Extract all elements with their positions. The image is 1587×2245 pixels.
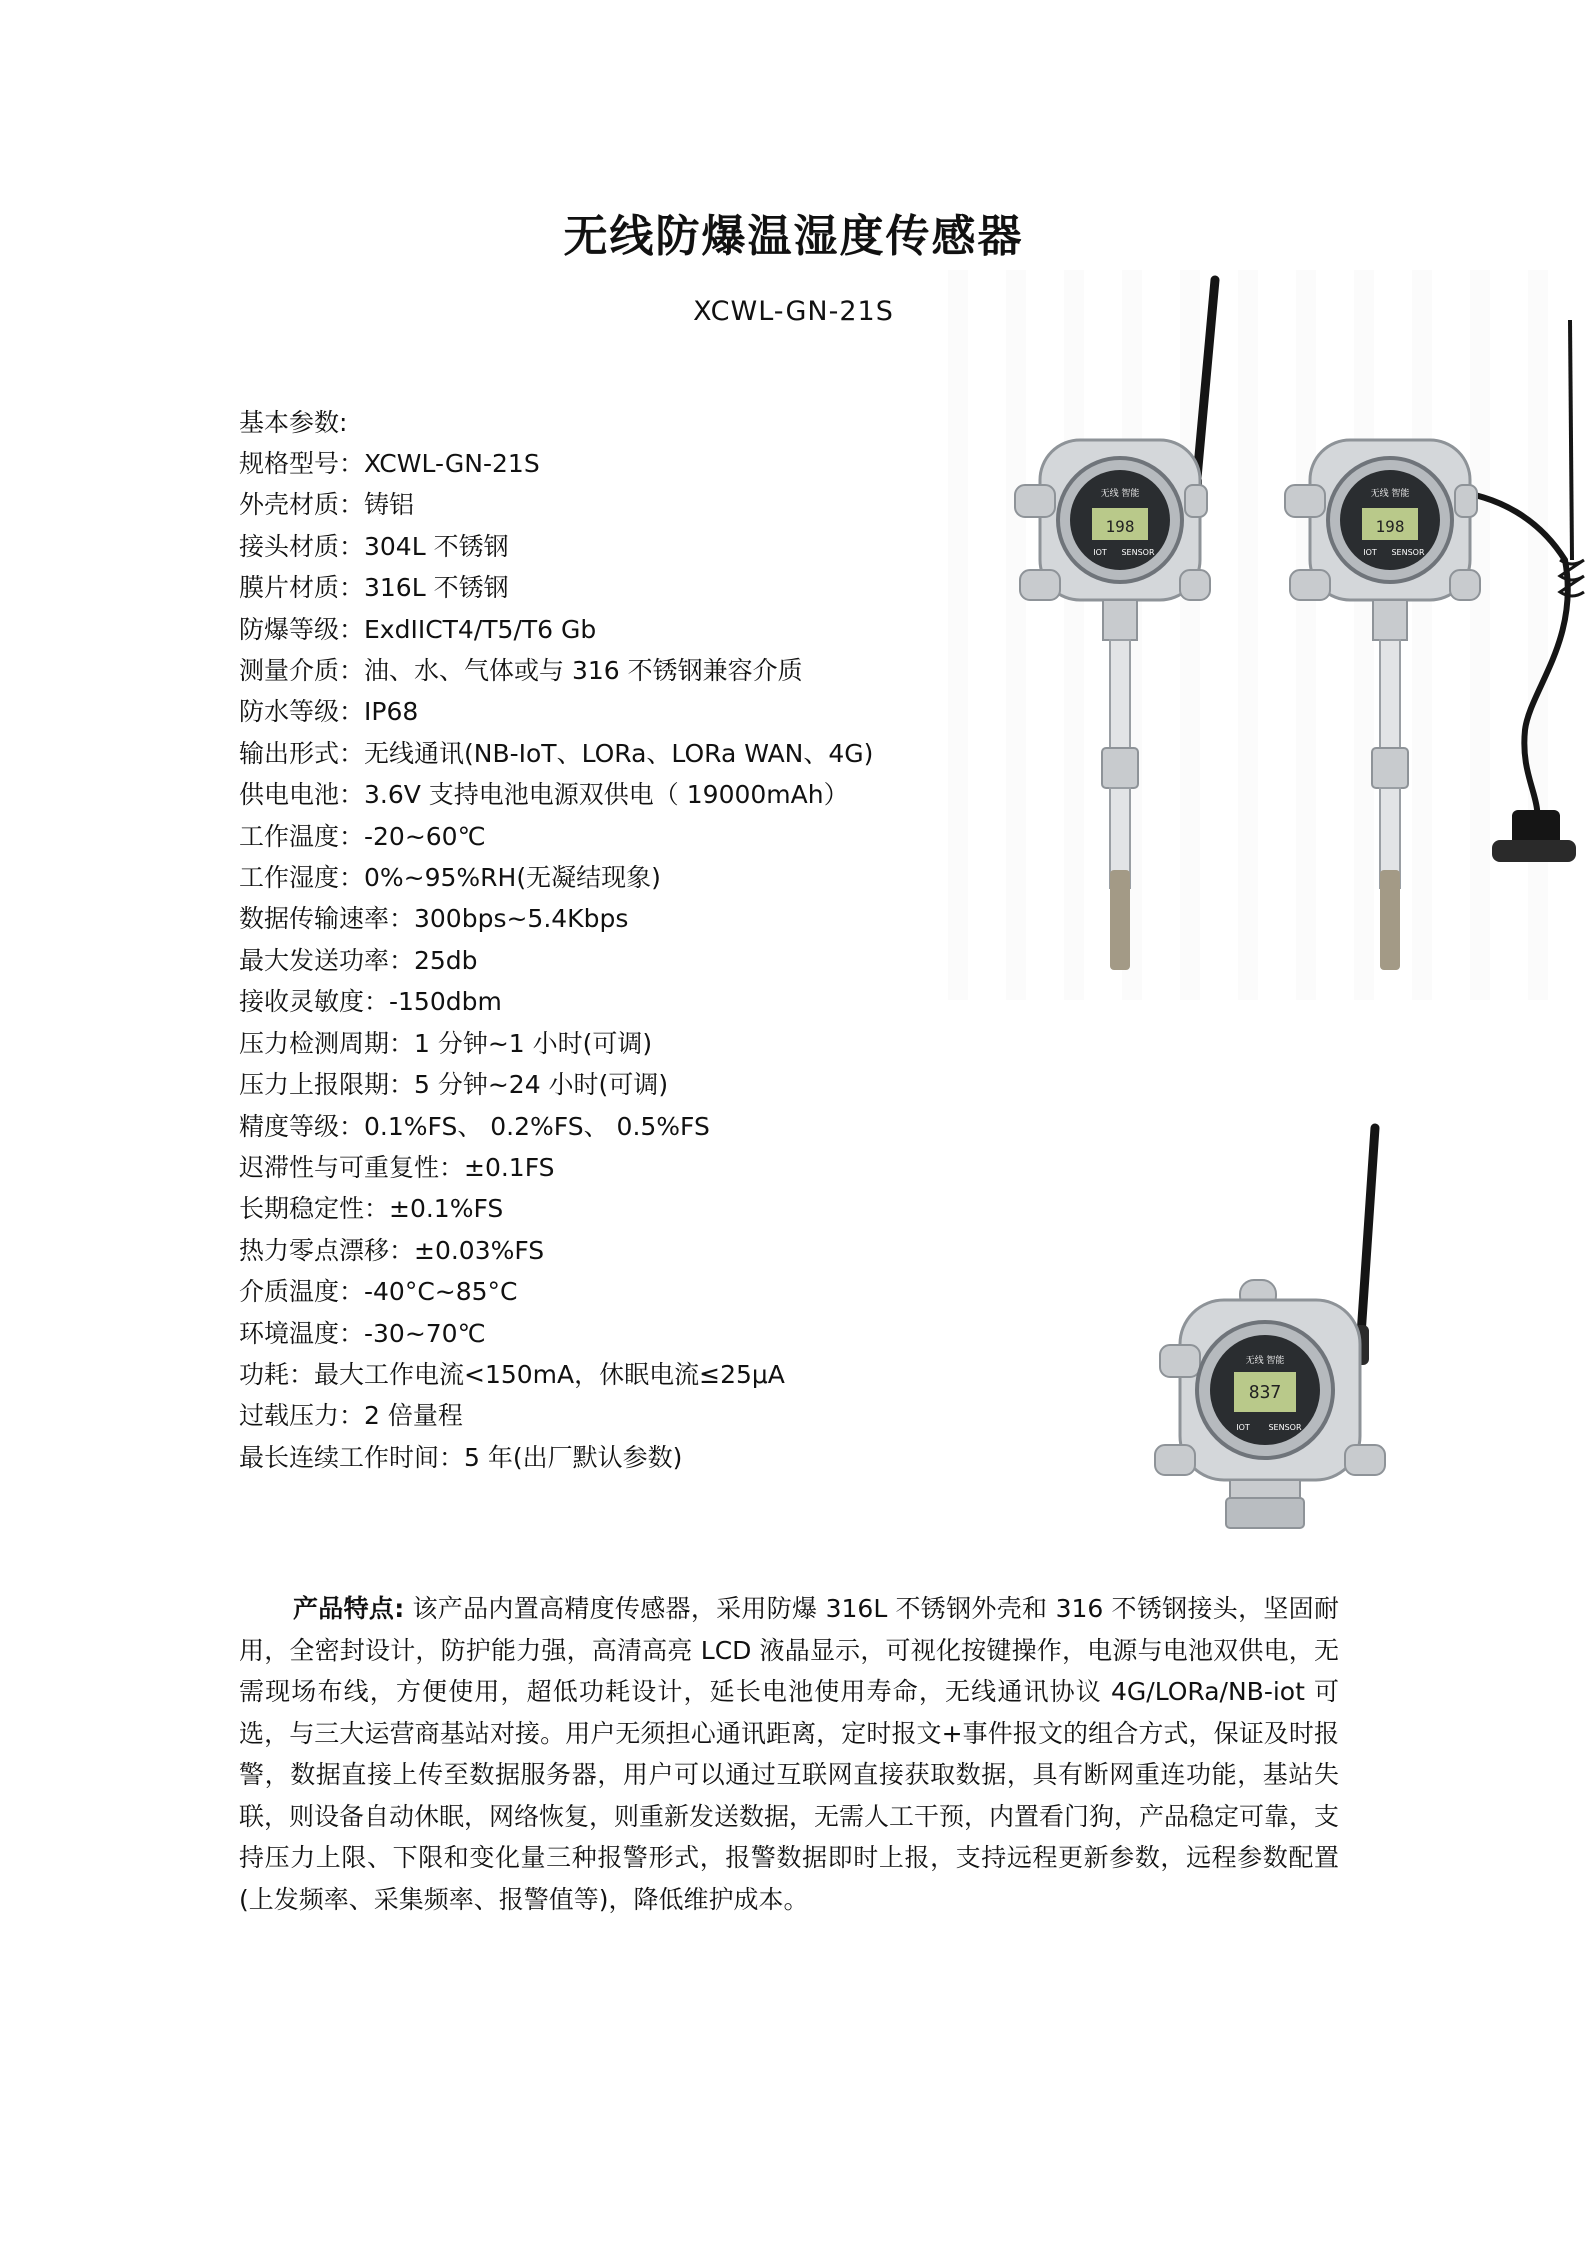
device-iot-text: IOT (1363, 548, 1377, 557)
spec-list (239, 443, 873, 1478)
device-sensor-text: SENSOR (1391, 548, 1425, 557)
product-image-rod-antenna (1010, 270, 1210, 990)
spec-item: 防水等级：IP68 (239, 697, 419, 727)
features-paragraph (239, 1588, 1339, 1920)
spec-item: 工作湿度：0%~95%RH(无凝结现象) (239, 863, 661, 893)
device-brand-text: 无线 智能 (1100, 489, 1140, 499)
spec-item: 接头材质：304L 不锈钢 (239, 531, 509, 561)
spec-item: 最大发送功率：25db (239, 945, 478, 975)
device-reading: 198 (1105, 517, 1135, 536)
product-image-compact (1150, 1120, 1390, 1530)
params-heading: 基本参数: (239, 408, 348, 437)
device-sensor-text: SENSOR (1268, 1423, 1302, 1432)
model-number: XCWL-GN-21S (693, 296, 894, 327)
spec-item: 功耗：最大工作电流<150mA，休眠电流≤25μA (239, 1359, 785, 1389)
product-image-cable-antenna (1280, 310, 1580, 1000)
spec-item: 最长连续工作时间：5 年(出厂默认参数) (239, 1442, 683, 1472)
spec-item: 数据传输速率：300bps~5.4Kbps (239, 904, 629, 934)
device-sensor-text: SENSOR (1121, 548, 1155, 557)
spec-item: 环境温度：-30~70℃ (239, 1318, 486, 1348)
device-iot-text: IOT (1236, 1423, 1250, 1432)
device-reading: 198 (1375, 517, 1405, 536)
spec-item: 输出形式：无线通讯(NB-IoT、LORa、LORa WAN、4G) (239, 738, 874, 768)
spec-item: 过载压力：2 倍量程 (239, 1401, 463, 1431)
spec-item: 压力检测周期：1 分钟~1 小时(可调) (239, 1028, 653, 1058)
device-brand-text: 无线 智能 (1245, 1356, 1285, 1366)
spec-item: 供电电池：3.6V 支持电池电源双供电（ 19000mAh） (239, 780, 849, 810)
spec-item: 介质温度：-40°C~85°C (239, 1277, 518, 1307)
spec-item: 工作温度：-20~60℃ (239, 821, 486, 851)
spec-item: 测量介质：油、水、气体或与 316 不锈钢兼容介质 (239, 656, 803, 686)
spec-item: 膜片材质：316L 不锈钢 (239, 573, 509, 603)
device-reading: 837 (1248, 1382, 1282, 1403)
spec-item: 外壳材质：铸铝 (239, 490, 415, 520)
spec-item: 长期稳定性：±0.1%FS (239, 1194, 504, 1224)
spec-item: 迟滞性与可重复性：±0.1FS (239, 1152, 555, 1182)
device-brand-text: 无线 智能 (1370, 489, 1410, 499)
spec-item: 接收灵敏度：-150dbm (239, 987, 502, 1017)
features-label: 产品特点: (293, 1594, 405, 1623)
spec-item: 规格型号：XCWL-GN-21S (239, 449, 540, 478)
features-text: 该产品内置高精度传感器，采用防爆 316L 不锈钢外壳和 316 不锈钢接头，坚固耐用，全密封设计，防护能力强，高清高亮 LCD 液晶显示，可视化按键操作，电源与电池双供电，无需现场布线，方便使用，超低功耗设计，延长电池使用寿命，无线通讯协议 4G/LORa/NB-iot 可选，与三大运营商基站对接。用户无须担心通讯距离，定时报文+事件报文的组合方式，保证及时报警，数据直接上传至数据服务器，用户可以通过互联网直接获取数据，具有断网重连功能，基站失联，则设备自动休眠，网络恢复，则重新发送数据，无需人工干预，内置看门狗，产品稳定可靠，支持压力上限、下限和变化量三种报警形式，报警数据即时上报，支持远程更新参数，远程参数配置(上发频率、采集频率、报警值等)，降低维护成本。 (239, 1594, 1340, 1914)
spec-item: 热力零点漂移：±0.03%FS (239, 1235, 545, 1265)
document-title: 无线防爆温湿度传感器 (563, 211, 1024, 262)
device-iot-text: IOT (1093, 548, 1107, 557)
spec-item: 精度等级：0.1%FS、 0.2%FS、 0.5%FS (239, 1111, 710, 1141)
spec-item: 压力上报限期：5 分钟~24 小时(可调) (239, 1070, 669, 1100)
spec-item: 防爆等级：ExdIICT4/T5/T6 Gb (239, 614, 597, 644)
